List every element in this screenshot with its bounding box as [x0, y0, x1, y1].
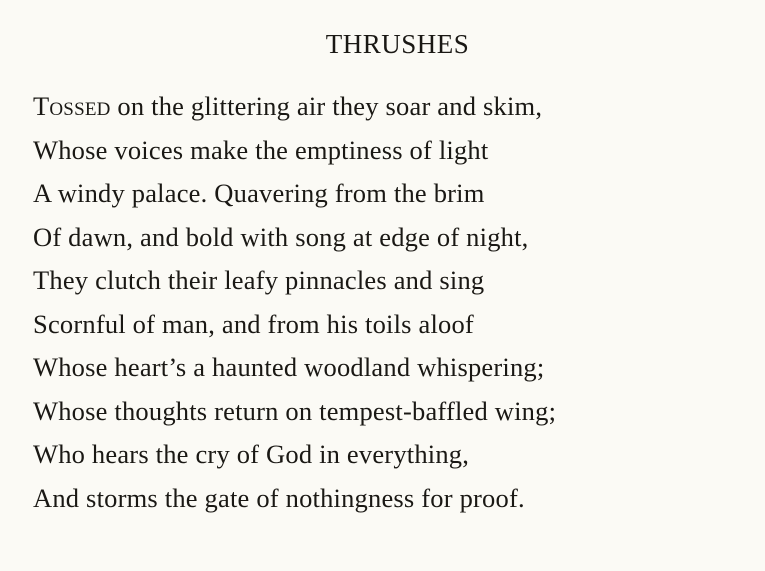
poem-line-5: They clutch their leafy pinnacles and sing — [33, 265, 485, 295]
poem-body — [33, 85, 753, 520]
poem-line-3: A windy palace. Quavering from the brim — [33, 178, 485, 208]
poem-line-4: Of dawn, and bold with song at edge of night, — [33, 221, 529, 252]
poem-first-word: Tossed — [33, 91, 111, 121]
poem-first-line-rest: on the glittering air they soar and skim, — [110, 91, 543, 121]
poem-line-10: And storms the gate of nothingness for proof. — [33, 482, 525, 513]
poem-line-9: Who hears the cry of God in everything, — [33, 439, 470, 469]
poem-line-7: Whose heart’s a haunted woodland whispering; — [33, 352, 545, 382]
poem-line-8: Whose thoughts return on tempest-baffled wing; — [33, 395, 557, 426]
poem-line-6: Scornful of man, and from his toils aloof — [33, 308, 474, 339]
poem-line-2: Whose voices make the emptiness of light — [33, 134, 489, 165]
poem-title: THRUSHES — [325, 29, 470, 59]
poem-line-1 — [33, 85, 753, 129]
